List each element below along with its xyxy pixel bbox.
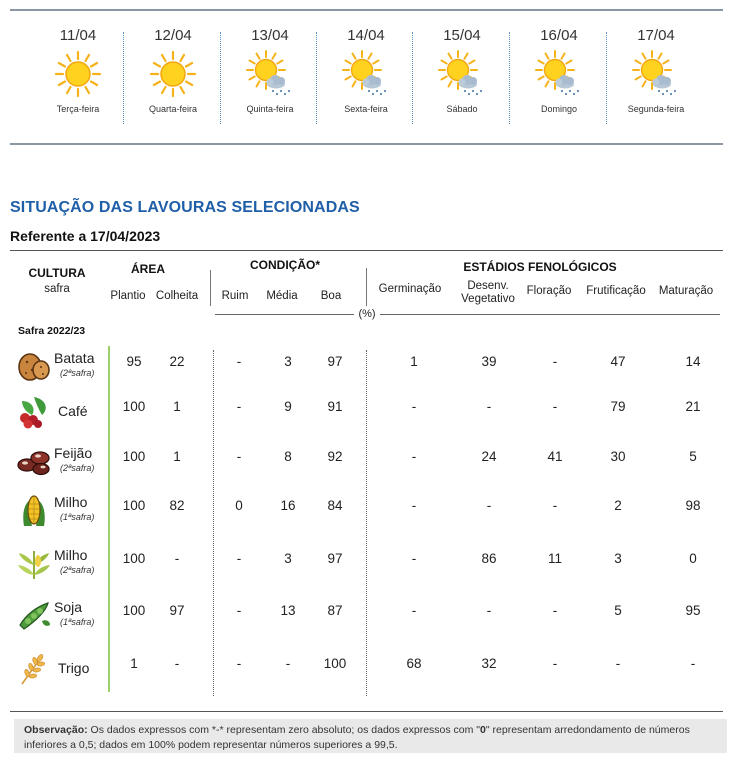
col-header-desenv-line2: Vegetativo <box>461 293 515 305</box>
crop-cell <box>16 443 108 483</box>
cell-frutificacao: 2 <box>614 498 622 513</box>
cell-maturacao: 5 <box>689 449 697 464</box>
cell-floracao: 41 <box>547 449 563 464</box>
cell-desenv: 32 <box>481 656 497 671</box>
dotted-separator-condicao <box>366 350 367 696</box>
sun-cloud-rain-icon <box>535 50 583 98</box>
crop-safra: (1ªsafra) <box>60 512 95 522</box>
cell-floracao: - <box>552 354 558 369</box>
coffee-icon <box>16 393 52 429</box>
forecast-weekday: Quinta-feira <box>246 104 294 114</box>
crop-safra: (2ªsafra) <box>60 565 95 575</box>
bean-icon <box>16 443 52 479</box>
col-header-maturacao: Maturação <box>658 285 714 297</box>
table-bottom-divider <box>10 711 723 712</box>
cell-boa: 97 <box>327 551 343 566</box>
crop-cell <box>16 650 108 690</box>
cell-maturacao: - <box>690 656 696 671</box>
potato-icon <box>16 348 52 384</box>
cell-boa: 97 <box>327 354 343 369</box>
cell-frutificacao: 30 <box>610 449 626 464</box>
cell-media: 3 <box>284 551 292 566</box>
forecast-day <box>222 26 318 114</box>
col-header-estadios: ESTÁDIOS FENOLÓGICOS <box>463 260 617 274</box>
cell-plantio: 1 <box>130 656 138 671</box>
cell-floracao: - <box>552 498 558 513</box>
crop-name: Feijão <box>54 445 93 461</box>
forecast-date: 15/04 <box>443 27 481 44</box>
crop-safra: (2ªsafra) <box>60 368 95 378</box>
cell-ruim: - <box>236 449 242 464</box>
cell-floracao: - <box>552 603 558 618</box>
col-header-plantio: Plantio <box>110 290 146 302</box>
cell-ruim: 0 <box>235 498 243 513</box>
cell-floracao: - <box>552 656 558 671</box>
cell-desenv: 39 <box>481 354 497 369</box>
cell-maturacao: 95 <box>685 603 701 618</box>
cell-colheita: 97 <box>169 603 185 618</box>
forecast-separator <box>606 32 607 124</box>
crop-name: Trigo <box>58 660 90 676</box>
cell-desenv: - <box>486 399 492 414</box>
observation-note <box>14 719 727 753</box>
cell-desenv: 24 <box>481 449 497 464</box>
cell-floracao: - <box>552 399 558 414</box>
cell-plantio: 100 <box>122 551 146 566</box>
corn-cob-icon <box>16 492 52 528</box>
cell-colheita: 22 <box>169 354 185 369</box>
cell-plantio: 100 <box>122 603 146 618</box>
cell-ruim: - <box>236 399 242 414</box>
forecast-date: 17/04 <box>637 27 675 44</box>
cell-ruim: - <box>236 354 242 369</box>
crop-safra: (2ªsafra) <box>60 463 95 473</box>
forecast-separator <box>220 32 221 124</box>
cell-frutificacao: 47 <box>610 354 626 369</box>
crop-cell <box>16 492 108 532</box>
dotted-separator-area <box>213 350 214 696</box>
table-top-divider <box>10 250 723 251</box>
cell-germinacao: - <box>411 551 417 566</box>
header-separator-area <box>210 270 211 306</box>
cell-boa: 100 <box>323 656 347 671</box>
sun-cloud-rain-icon <box>632 50 680 98</box>
crop-cell <box>16 348 108 388</box>
crop-cell <box>16 393 108 433</box>
observation-label: Observação: <box>24 724 88 736</box>
col-header-frutificacao: Frutificação <box>586 285 646 297</box>
crop-name: Soja <box>54 599 83 615</box>
cell-desenv: 86 <box>481 551 497 566</box>
cell-frutificacao: - <box>615 656 621 671</box>
col-header-germinacao: Germinação <box>378 283 442 295</box>
cell-media: 8 <box>284 449 292 464</box>
forecast-day <box>318 26 414 114</box>
observation-part1: Os dados expressos com *-* representam zero absoluto; os dados expressos com " <box>87 724 481 736</box>
cell-colheita: 1 <box>173 449 181 464</box>
crop-name: Milho <box>54 494 88 510</box>
sun-icon <box>149 50 197 98</box>
col-header-condicao: CONDIÇÃO* <box>249 258 320 272</box>
sun-cloud-rain-icon <box>246 50 294 98</box>
cell-boa: 84 <box>327 498 343 513</box>
top-divider <box>10 9 723 11</box>
percent-rule <box>215 314 720 315</box>
cell-ruim: - <box>236 656 242 671</box>
forecast-day <box>511 26 607 114</box>
cell-boa: 91 <box>327 399 343 414</box>
cell-germinacao: - <box>411 399 417 414</box>
cell-germinacao: - <box>411 603 417 618</box>
col-header-cultura: CULTURA <box>28 266 86 280</box>
forecast-date: 13/04 <box>251 27 289 44</box>
cell-frutificacao: 79 <box>610 399 626 414</box>
cell-media: 13 <box>280 603 296 618</box>
crop-safra: (1ªsafra) <box>60 617 95 627</box>
forecast-separator <box>316 32 317 124</box>
col-header-desenv <box>450 280 526 306</box>
cell-desenv: - <box>486 498 492 513</box>
sun-icon <box>54 50 102 98</box>
cell-plantio: 100 <box>122 498 146 513</box>
col-header-desenv-line1: Desenv. <box>467 280 509 292</box>
cell-germinacao: 68 <box>406 656 422 671</box>
forecast-weekday: Domingo <box>540 104 578 114</box>
cell-boa: 87 <box>327 603 343 618</box>
cell-colheita: 1 <box>173 399 181 414</box>
cell-desenv: - <box>486 603 492 618</box>
soybean-icon <box>16 597 52 633</box>
forecast-separator <box>123 32 124 124</box>
cell-ruim: - <box>236 551 242 566</box>
season-label: Safra 2022/23 <box>18 325 86 337</box>
col-header-boa: Boa <box>320 290 342 302</box>
forecast-weekday: Terça-feira <box>56 104 100 114</box>
col-header-floracao: Floração <box>526 285 572 297</box>
forecast-day <box>608 26 704 114</box>
cell-germinacao: - <box>411 449 417 464</box>
cell-boa: 92 <box>327 449 343 464</box>
crop-name: Milho <box>54 547 88 563</box>
col-header-ruim: Ruim <box>221 290 249 302</box>
forecast-weekday: Sábado <box>446 104 478 114</box>
cell-media: - <box>285 656 291 671</box>
cell-germinacao: 1 <box>410 354 418 369</box>
observation-zero: 0 <box>480 724 486 736</box>
header-separator-condicao <box>366 268 367 306</box>
forecast-day <box>414 26 510 114</box>
crop-cell <box>16 545 108 585</box>
forecast-date: 12/04 <box>154 27 192 44</box>
col-header-colheita: Colheita <box>155 290 199 302</box>
wheat-icon <box>16 650 52 686</box>
section-subtitle: Referente a 17/04/2023 <box>10 228 161 244</box>
forecast-separator <box>509 32 510 124</box>
forecast-weekday: Sexta-feira <box>344 104 388 114</box>
forecast-day <box>30 26 126 114</box>
cell-maturacao: 21 <box>685 399 701 414</box>
cell-ruim: - <box>236 603 242 618</box>
forecast-day <box>125 26 221 114</box>
section-title: SITUAÇÃO DAS LAVOURAS SELECIONADAS <box>10 199 360 216</box>
cell-plantio: 100 <box>122 399 146 414</box>
cell-plantio: 95 <box>126 354 142 369</box>
cell-media: 3 <box>284 354 292 369</box>
percent-unit-label: (%) <box>354 308 380 322</box>
col-header-safra: safra <box>44 283 70 295</box>
cell-media: 16 <box>280 498 296 513</box>
forecast-bottom-divider <box>10 143 723 145</box>
cell-colheita: - <box>174 551 180 566</box>
crop-name: Café <box>58 403 88 419</box>
cell-germinacao: - <box>411 498 417 513</box>
crop-cell <box>16 597 108 637</box>
sun-cloud-rain-icon <box>438 50 486 98</box>
col-header-media: Média <box>266 290 298 302</box>
forecast-date: 11/04 <box>59 27 97 44</box>
forecast-date: 14/04 <box>347 27 385 44</box>
cell-colheita: - <box>174 656 180 671</box>
cell-frutificacao: 3 <box>614 551 622 566</box>
sun-cloud-rain-icon <box>342 50 390 98</box>
crop-name: Batata <box>54 350 95 366</box>
green-separator <box>108 346 110 692</box>
cell-media: 9 <box>284 399 292 414</box>
forecast-separator <box>412 32 413 124</box>
cell-floracao: 11 <box>547 551 562 566</box>
forecast-date: 16/04 <box>540 27 578 44</box>
cell-colheita: 82 <box>169 498 185 513</box>
cell-maturacao: 14 <box>685 354 701 369</box>
cell-frutificacao: 5 <box>614 603 622 618</box>
forecast-weekday: Quarta-feira <box>148 104 198 114</box>
cell-plantio: 100 <box>122 449 146 464</box>
cell-maturacao: 0 <box>689 551 697 566</box>
cell-maturacao: 98 <box>685 498 701 513</box>
forecast-weekday: Segunda-feira <box>627 104 685 114</box>
corn-plant-icon <box>16 545 52 581</box>
observation-part2: " representam arredondamento de números inferiores a 0,5; dados em 100% podem representar números superiores a 99,5. <box>24 724 690 751</box>
col-header-area: ÁREA <box>130 262 165 276</box>
observation-text <box>24 723 720 753</box>
